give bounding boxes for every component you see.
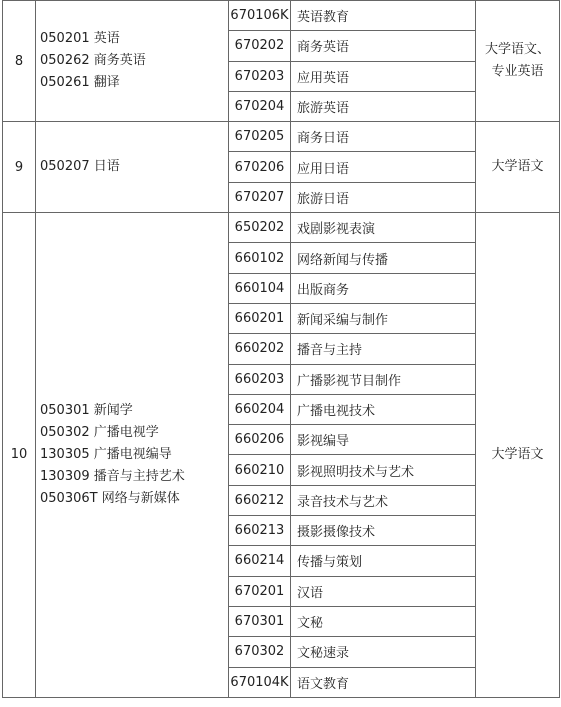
undergrad-major: 050262 商务英语: [40, 53, 146, 69]
vocational-major-name: 旅游日语: [291, 182, 476, 212]
vocational-major-name: 广播电视技术: [291, 394, 476, 424]
vocational-major-code: 660206: [229, 425, 291, 455]
undergrad-major: 050302 广播电视学: [40, 424, 159, 440]
group-number: 10: [3, 213, 36, 698]
vocational-major-code: 660102: [229, 243, 291, 273]
group-number: 9: [3, 122, 36, 213]
table-row: [3, 1, 560, 31]
undergrad-majors-cell: [36, 213, 229, 698]
vocational-major-name: 传播与策划: [291, 546, 476, 576]
vocational-major-name: 商务日语: [291, 122, 476, 152]
table-row: [3, 122, 560, 152]
undergrad-major: 050261 翻译: [40, 75, 120, 91]
vocational-major-code: 670104K: [229, 667, 291, 697]
undergrad-major: 130309 播音与主持艺术: [40, 468, 185, 484]
exam-subject: 专业英语: [491, 64, 544, 80]
undergrad-major: 130305 广播电视编导: [40, 446, 172, 462]
exam-subjects-cell: [476, 1, 560, 122]
vocational-major-code: 660104: [229, 273, 291, 303]
vocational-major-name: 影视编导: [291, 425, 476, 455]
vocational-major-code: 660204: [229, 394, 291, 424]
undergrad-major: 050201 英语: [40, 31, 120, 47]
vocational-major-code: 670202: [229, 31, 291, 61]
vocational-major-name: 旅游英语: [291, 91, 476, 121]
vocational-major-code: 660210: [229, 455, 291, 485]
vocational-major-name: 出版商务: [291, 273, 476, 303]
vocational-major-code: 660201: [229, 303, 291, 333]
table-row: [3, 213, 560, 243]
vocational-major-code: 670302: [229, 637, 291, 667]
vocational-major-code: 660213: [229, 516, 291, 546]
vocational-major-name: 网络新闻与传播: [291, 243, 476, 273]
vocational-major-code: 660203: [229, 364, 291, 394]
undergrad-majors-cell: [36, 1, 229, 122]
vocational-major-name: 英语教育: [291, 1, 476, 31]
vocational-major-code: 670204: [229, 91, 291, 121]
vocational-major-code: 670206: [229, 152, 291, 182]
vocational-major-code: 670301: [229, 606, 291, 636]
vocational-major-name: 广播影视节目制作: [291, 364, 476, 394]
vocational-major-name: 戏剧影视表演: [291, 213, 476, 243]
vocational-major-name: 汉语: [291, 576, 476, 606]
vocational-major-code: 670201: [229, 576, 291, 606]
undergrad-major: 050207 日语: [40, 159, 120, 175]
group-number: 8: [3, 1, 36, 122]
vocational-major-name: 影视照明技术与艺术: [291, 455, 476, 485]
vocational-major-name: 文秘速录: [291, 637, 476, 667]
vocational-major-name: 摄影摄像技术: [291, 516, 476, 546]
table-body: [3, 1, 560, 698]
exam-subject: 大学语文: [491, 159, 544, 175]
vocational-major-code: 660202: [229, 334, 291, 364]
exam-subject: 大学语文、: [484, 42, 550, 58]
exam-subjects-cell: [476, 122, 560, 213]
undergrad-majors-cell: [36, 122, 229, 213]
vocational-major-name: 商务英语: [291, 31, 476, 61]
undergrad-major: 050306T 网络与新媒体: [40, 490, 180, 506]
vocational-major-name: 应用英语: [291, 61, 476, 91]
exam-subject: 大学语文: [491, 446, 544, 462]
undergrad-major: 050301 新闻学: [40, 402, 133, 418]
vocational-major-name: 应用日语: [291, 152, 476, 182]
vocational-major-code: 670203: [229, 61, 291, 91]
vocational-major-code: 660212: [229, 485, 291, 515]
vocational-major-code: 660214: [229, 546, 291, 576]
major-mapping-table: [2, 0, 560, 698]
vocational-major-code: 650202: [229, 213, 291, 243]
vocational-major-code: 670205: [229, 122, 291, 152]
vocational-major-code: 670207: [229, 182, 291, 212]
vocational-major-code: 670106K: [229, 1, 291, 31]
vocational-major-name: 播音与主持: [291, 334, 476, 364]
exam-subjects-cell: [476, 213, 560, 698]
vocational-major-name: 新闻采编与制作: [291, 303, 476, 333]
vocational-major-name: 语文教育: [291, 667, 476, 697]
vocational-major-name: 文秘: [291, 606, 476, 636]
vocational-major-name: 录音技术与艺术: [291, 485, 476, 515]
